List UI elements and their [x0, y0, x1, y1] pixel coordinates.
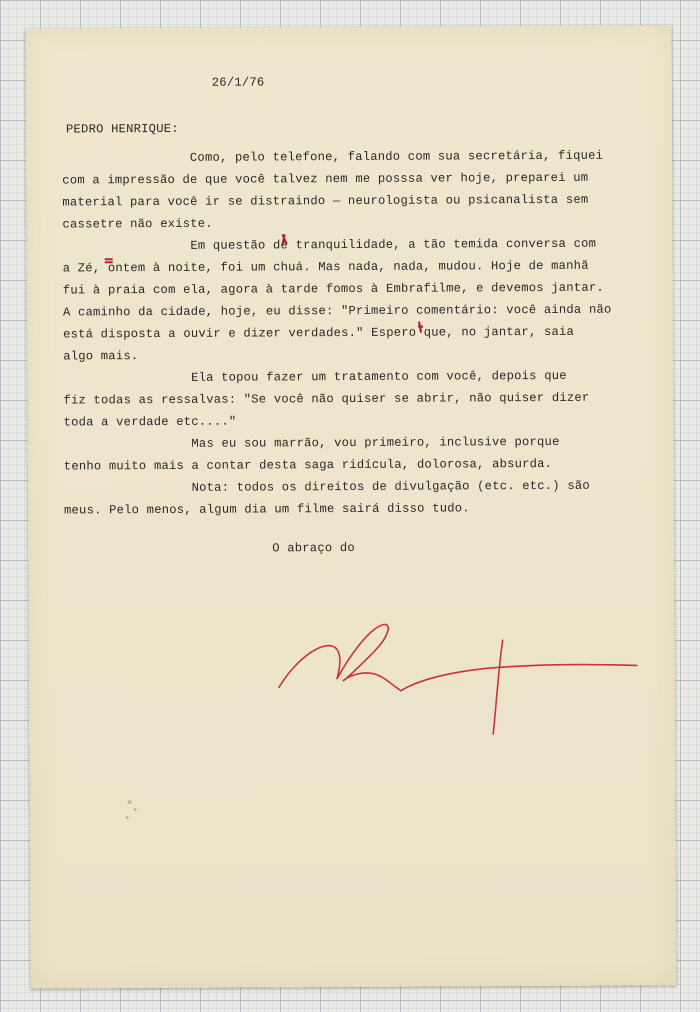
letter-line: algo mais. [63, 349, 139, 364]
letter-line: Mas eu sou marrão, vou primeiro, inclusive porque [63, 434, 560, 452]
letter-line: Ela topou fazer um tratamento com você, depois que [63, 368, 567, 386]
letter-line: A caminho da cidade, hoje, eu disse: "Primeiro comentário: você ainda não [62, 302, 612, 320]
signature-stroke [493, 640, 503, 734]
paper-stain [128, 800, 132, 804]
letter-line: fiz todas as ressalvas: "Se você não quiser se abrir, não quiser dizer [63, 390, 590, 408]
letter-date: 26/1/76 [211, 75, 265, 90]
letter-line: tenho muito mais a contar desta saga ridícula, dolorosa, absurda. [63, 456, 553, 474]
letter-line: fui à praia com ela, agora à tarde fomos à Embrafilme, e devemos jantar. [62, 280, 604, 298]
letter-line: Nota: todos os direitos de divulgação (etc. etc.) são [63, 478, 590, 496]
letter-line: material para você ir se distraindo — neurologista ou psicanalista sem [62, 192, 589, 210]
letter-line: cassetre não existe. [62, 216, 213, 232]
signature-stroke [279, 623, 637, 691]
letter-line: Como, pelo telefone, falando com sua secretária, fiquei [62, 148, 604, 166]
paper-stain [134, 808, 137, 811]
letter-salutation: PEDRO HENRIQUE: [65, 121, 179, 137]
letter-line: com a impressão de que você talvez nem me posssa ver hoje, preparei um [62, 170, 589, 188]
letter-line: Em questão de tranquilidade, a tão temida conversa com [62, 236, 597, 254]
letter-line: meus. Pelo menos, algum dia um filme sairá disso tudo. [63, 501, 470, 518]
letter-page [25, 25, 676, 988]
letter-line: a Zé, ontem à noite, foi um chuá. Mas nada, nada, mudou. Hoje de manhã [62, 258, 589, 276]
letter-line: toda a verdade etc...." [63, 414, 237, 430]
letter-closing: O abraço do [272, 540, 355, 556]
letter-line: está disposta a ouvir e dizer verdades." Espero que, no jantar, saia [63, 324, 575, 342]
handwritten-signature [277, 615, 648, 737]
paper-stain [126, 816, 129, 819]
